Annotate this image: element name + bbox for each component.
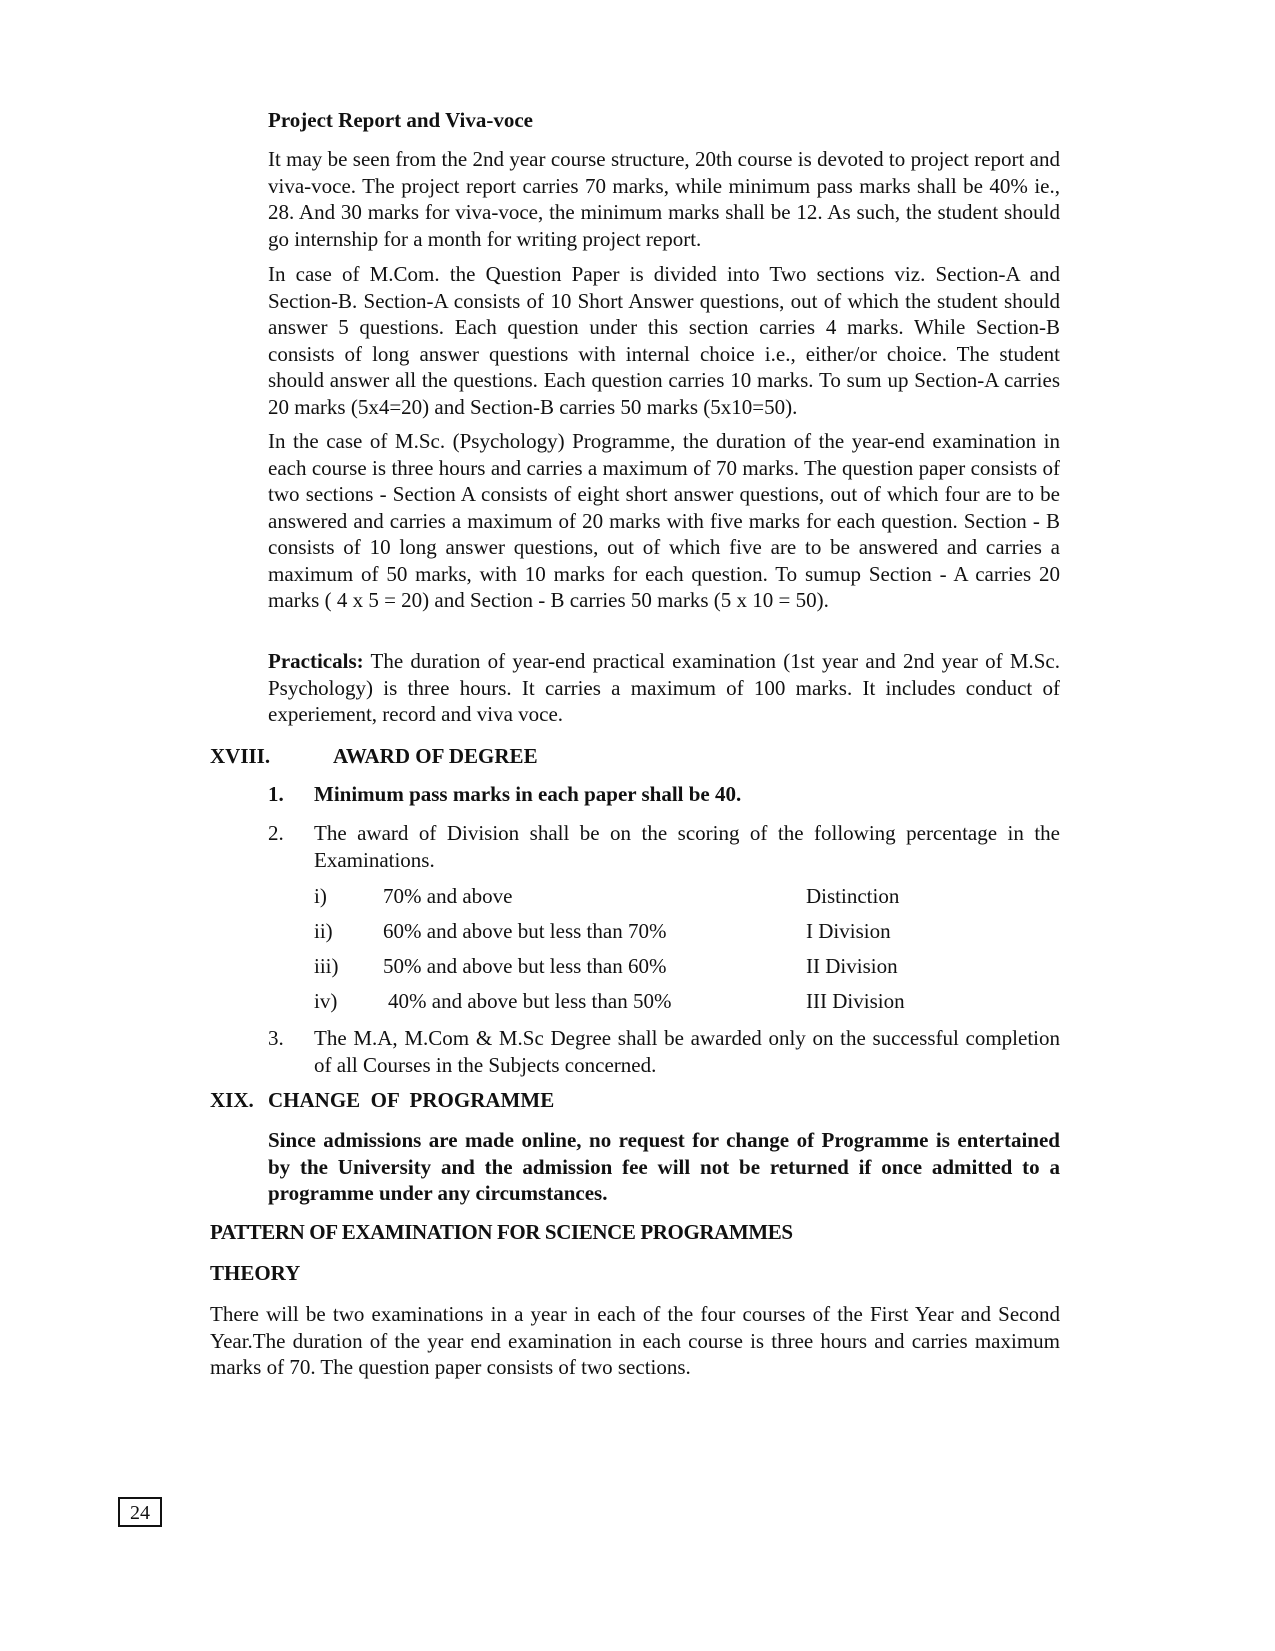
division-roman: ii) [314,919,333,943]
change-paragraph-text: Since admissions are made online, no request for change of Programme is entertained by the University and the admission fee will not be returned if once admitted to a programme under any circumstances. [268,1128,1060,1205]
project-paragraph-2-text: In case of M.Com. the Question Paper is divided into Two sections viz. Section-A and Section-B. Section-A consists of 10 Short Answer questions, out of which the student should answer 5 questions. Each question under this section carries 4 marks. While Section-B consists of long answer questions with internal choice i.e., either/or choice. The student should answer all the questions. Each question carries 10 marks. To sum up Section-A carries 20 marks (5x4=20) and Section-B carries 50 marks (5x10=50). [268,262,1060,419]
division-roman: iv) [314,989,338,1013]
division-result: III Division [806,989,905,1013]
theory-title: THEORY [210,1261,301,1285]
award-item-3-text: The M.A, M.Com & M.Sc Degree shall be awarded only on the successful completion of all Courses in the Subjects concerned. [314,1026,1060,1077]
project-paragraph-3-text: In the case of M.Sc. (Psychology) Programme, the duration of the year-end examination in each course is three hours and carries a maximum of 70 marks. The question paper consists of two sections - Section A consists of eight short answer questions, out of which four are to be answered and carries a maximum of 20 marks with five marks for each question. Section - B consists of 10 long answer questions, out of which five are to be answered and carries a maximum of 50 marks, with 10 marks for each question. To sumup Section - A carries 20 marks ( 4 x 5 = 20) and Section - B carries 50 marks (5 x 10 = 50). [268,429,1060,612]
practicals-text: The duration of year-end practical examination (1st year and 2nd year of M.Sc. Psychology) is three hours. It carries a maximum of 100 marks. It includes conduct of experiement, record and viva voce. [268,649,1060,726]
project-paragraph-1-text: It may be seen from the 2nd year course structure, 20th course is devoted to project report and viva-voce. The project report carries 70 marks, while minimum pass marks shall be 40% ie., 28. And 30 marks for viva-voce, the minimum marks shall be 12. As such, the student should go internship for a month for writing project report. [268,147,1060,251]
division-range: 50% and above but less than 60% [383,954,667,978]
pattern-title: PATTERN OF EXAMINATION FOR SCIENCE PROGRAMMES [210,1220,793,1244]
award-item-2-number: 2. [268,821,284,845]
division-result: Distinction [806,884,900,908]
theory-paragraph [210,1301,1060,1381]
project-paragraph-3 [268,428,1060,614]
change-paragraph [268,1127,1060,1207]
theory-paragraph-text: There will be two examinations in a year in each of the four courses of the First Year and Second Year.The duration of the year end examination in each course is three hours and carries maximum marks of 70. The question paper consists of two sections. [210,1302,1060,1379]
division-range: 40% and above but less than 50% [388,989,672,1013]
award-item-3-number: 3. [268,1026,284,1050]
practicals-paragraph [268,648,1060,728]
division-range: 70% and above [383,884,513,908]
award-item-2-text: The award of Division shall be on the scoring of the following percentage in the Examinations. [314,821,1060,872]
project-paragraph-2 [268,261,1060,420]
award-item-1-number: 1. [268,782,284,806]
division-result: II Division [806,954,898,978]
award-section-title: AWARD OF DEGREE [333,744,538,768]
project-paragraph-1 [268,146,1060,252]
award-section-number: XVIII. [210,744,271,768]
change-section-number: XIX. [210,1088,254,1112]
practicals-label: Practicals: [268,649,364,673]
change-section-title: CHANGE OF PROGRAMME [268,1088,555,1112]
division-result: I Division [806,919,891,943]
division-roman: i) [314,884,327,908]
award-item-1-text: Minimum pass marks in each paper shall be 40. [314,782,742,806]
division-range: 60% and above but less than 70% [383,919,667,943]
project-heading: Project Report and Viva-voce [268,108,533,132]
division-roman: iii) [314,954,339,978]
page-number: 24 [118,1497,162,1527]
